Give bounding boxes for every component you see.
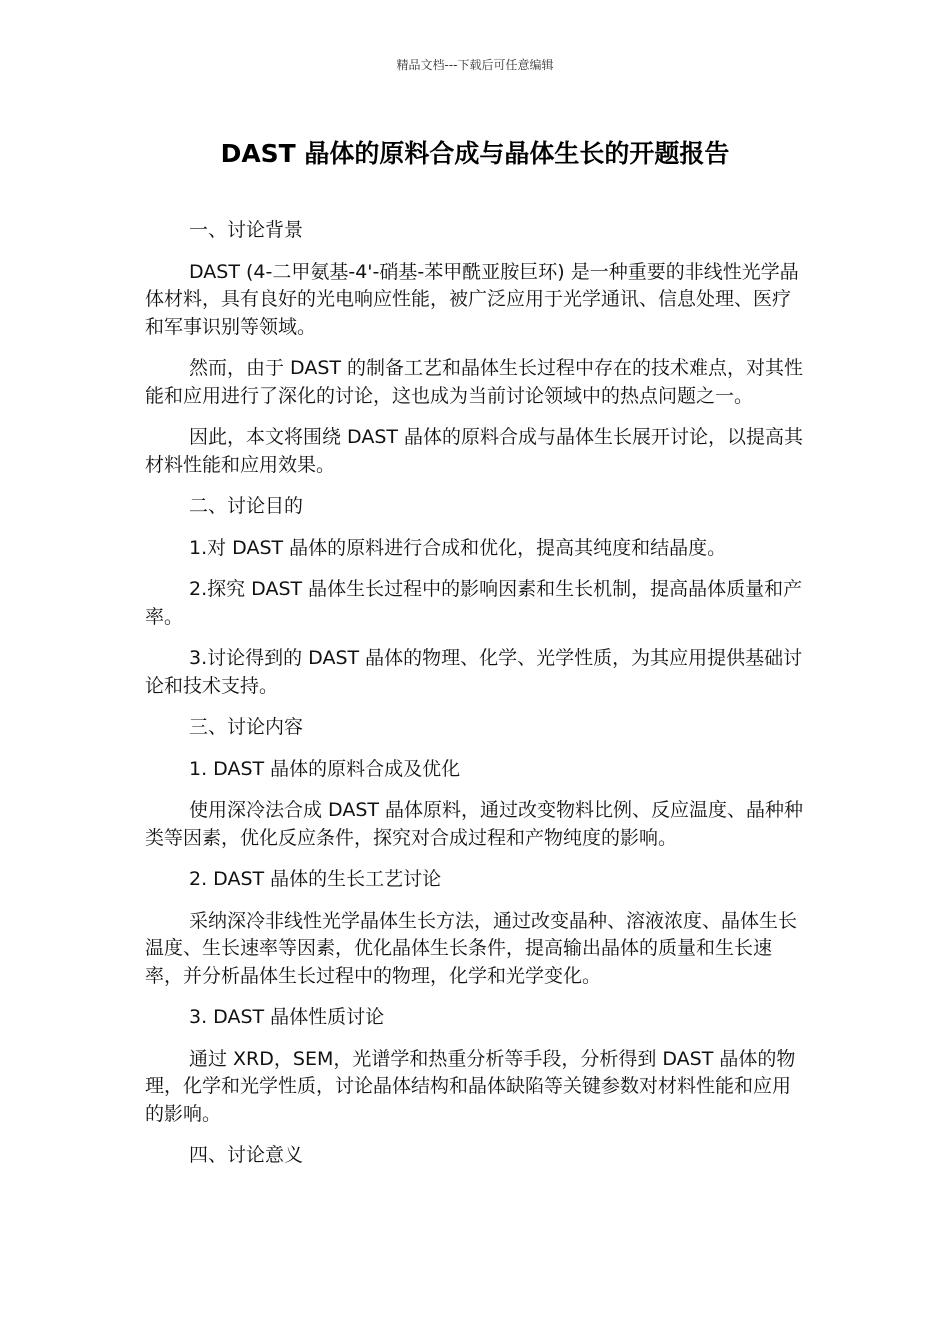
header-note: 精品文档---下载后可任意编辑 — [396, 58, 554, 72]
section-heading-content: 三、讨论内容 — [189, 716, 304, 738]
content-subheading-synthesis: 1. DAST 晶体的原料合成及优化 — [189, 757, 461, 780]
section-heading-purpose: 二、讨论目的 — [189, 495, 304, 517]
section-heading-background: 一、讨论背景 — [189, 219, 304, 241]
document-body — [145, 217, 805, 1184]
content-text-synthesis: 使用深冷法合成 DAST 晶体原料，通过改变物料比例、反应温度、晶种种类等因素，优化反应条件，探究对合成过程和产物纯度的影响。 — [145, 799, 804, 849]
document-title: DAST 晶体的原料合成与晶体生长的开题报告 — [220, 139, 730, 168]
purpose-item-3: 3.讨论得到的 DAST 晶体的物理、化学、光学性质，为其应用提供基础讨论和技术支持。 — [145, 647, 803, 697]
paragraph-background-aim: 因此，本文将围绕 DAST 晶体的原料合成与晶体生长展开讨论，以提高其材料性能和应用效果。 — [145, 426, 804, 476]
content-subheading-growth: 2. DAST 晶体的生长工艺讨论 — [189, 868, 442, 890]
content-text-properties: 通过 XRD，SEM，光谱学和热重分析等手段，分析得到 DAST 晶体的物理，化学和光学性质，讨论晶体结构和晶体缺陷等关键参数对材料性能和应用的影响。 — [145, 1047, 796, 1125]
purpose-item-1: 1.对 DAST 晶体的原料进行合成和优化，提高其纯度和结晶度。 — [189, 536, 727, 559]
paragraph-background-difficulty: 然而，由于 DAST 的制备工艺和晶体生长过程中存在的技术难点，对其性能和应用进行了深化的讨论，这也成为当前讨论领域中的热点问题之一。 — [145, 357, 804, 407]
paragraph-background-intro: DAST (4-二甲氨基-4'-硝基-苯甲酰亚胺巨环) 是一种重要的非线性光学晶体材料，具有良好的光电响应性能，被广泛应用于光学通讯、信息处理、医疗和军事识别等领域。 — [145, 260, 799, 338]
content-text-growth: 采纳深冷非线性光学晶体生长方法，通过改变晶种、溶液浓度、晶体生长温度、生长速率等因素，优化晶体生长条件，提高输出晶体的质量和生长速率，并分析晶体生长过程中的物理，化学和光学变化。 — [145, 909, 798, 987]
purpose-item-2: 2.探究 DAST 晶体生长过程中的影响因素和生长机制，提高晶体质量和产率。 — [145, 578, 803, 628]
section-heading-significance: 四、讨论意义 — [189, 1144, 304, 1166]
content-subheading-properties: 3. DAST 晶体性质讨论 — [189, 1006, 385, 1028]
